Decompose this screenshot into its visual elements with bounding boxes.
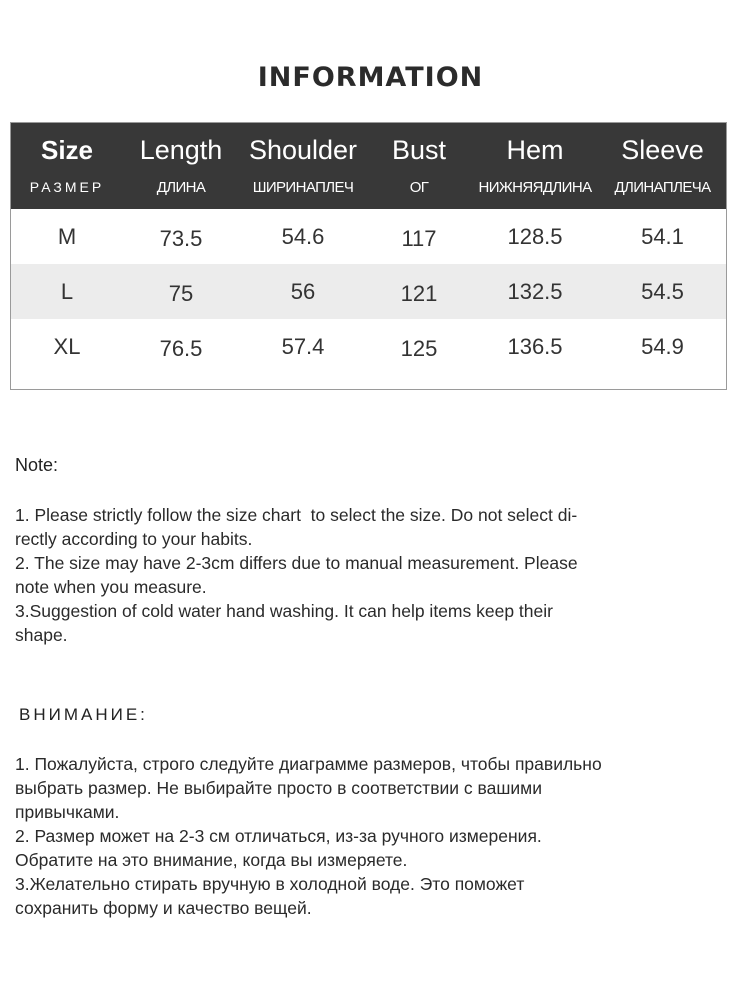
note-line: rectly according to your habits. — [15, 529, 253, 549]
table-cell-size: M — [57, 224, 77, 249]
column-header-hem — [471, 123, 599, 209]
table-cell-hem: 128.5 — [507, 224, 563, 249]
note-line: 2. Размер может на 2-3 см отличаться, из-за ручного измерения. — [15, 826, 542, 846]
note-line: 3.Желательно стирать вручную в холодной воде. Это поможет — [15, 874, 525, 894]
column-header-length — [123, 123, 239, 209]
table-cell-sleeve: 54.5 — [641, 279, 684, 304]
table-cell-size: XL — [53, 334, 81, 359]
column-header-sublabel: ШИРИНАПЛЕЧ — [252, 179, 354, 196]
column-header-sublabel: ОГ — [409, 179, 429, 196]
column-header-bust — [367, 123, 471, 209]
column-header-label: Hem — [506, 135, 564, 165]
column-header-sublabel: ДЛИНАПЛЕЧА — [614, 179, 711, 196]
note-line: 1. Please strictly follow the size chart to select the size. Do not select di- — [15, 505, 578, 525]
note-line: 3.Suggestion of cold water hand washing. It can help items keep their — [15, 601, 553, 621]
table-cell-shoulder: 56 — [290, 279, 316, 304]
table-cell-length: 73.5 — [159, 226, 203, 251]
note-line: привычками. — [15, 802, 120, 822]
table-cell-hem: 132.5 — [507, 279, 563, 304]
table-cell-shoulder: 54.6 — [281, 224, 325, 249]
note-line: 2. The size may have 2-3cm differs due to manual measurement. Please — [15, 553, 578, 573]
note-heading-en: Note: — [15, 455, 59, 475]
column-header-label: Sleeve — [621, 135, 704, 165]
table-row — [11, 264, 726, 319]
table-cell-bust: 117 — [401, 226, 437, 251]
column-header-label: Size — [40, 135, 94, 165]
table-cell-size: L — [60, 279, 74, 304]
note-line: сохранить форму и качество вещей. — [15, 898, 312, 918]
column-header-label: Length — [139, 135, 223, 165]
table-cell-sleeve: 54.1 — [641, 224, 684, 249]
note-line: выбрать размер. Не выбирайте просто в соответствии с вашими — [15, 778, 542, 798]
table-cell-bust: 121 — [400, 281, 438, 306]
table-row — [11, 209, 726, 264]
table-row — [11, 319, 726, 374]
column-header-sublabel: НИЖНЯЯДЛИНА — [478, 179, 592, 196]
column-header-sublabel: ДЛИНА — [156, 179, 206, 196]
page-title: INFORMATION — [257, 62, 484, 93]
table-cell-length: 75 — [168, 281, 194, 306]
note-heading-ru: ВНИМАНИЕ: — [19, 705, 148, 724]
column-header-sleeve — [599, 123, 726, 209]
note-line: shape. — [15, 625, 68, 645]
size-chart-table — [10, 122, 727, 390]
table-cell-hem: 136.5 — [507, 334, 563, 359]
column-header-shoulder — [239, 123, 367, 209]
column-header-sublabel: РАЗМЕР — [29, 179, 105, 195]
table-cell-sleeve: 54.9 — [641, 334, 684, 359]
table-cell-bust: 125 — [400, 336, 438, 361]
note-line: note when you measure. — [15, 577, 207, 597]
table-cell-length: 76.5 — [159, 336, 203, 361]
note-text-en — [15, 503, 715, 647]
note-line: 1. Пожалуйста, строго следуйте диаграмме размеров, чтобы правильно — [15, 754, 602, 774]
column-header-label: Bust — [391, 135, 447, 165]
column-header-label: Shoulder — [248, 135, 358, 165]
column-header-size — [11, 123, 123, 209]
table-header — [11, 123, 726, 209]
note-line: Обратите на это внимание, когда вы измеряете. — [15, 850, 408, 870]
note-text-ru — [15, 752, 715, 920]
table-cell-shoulder: 57.4 — [281, 334, 325, 359]
